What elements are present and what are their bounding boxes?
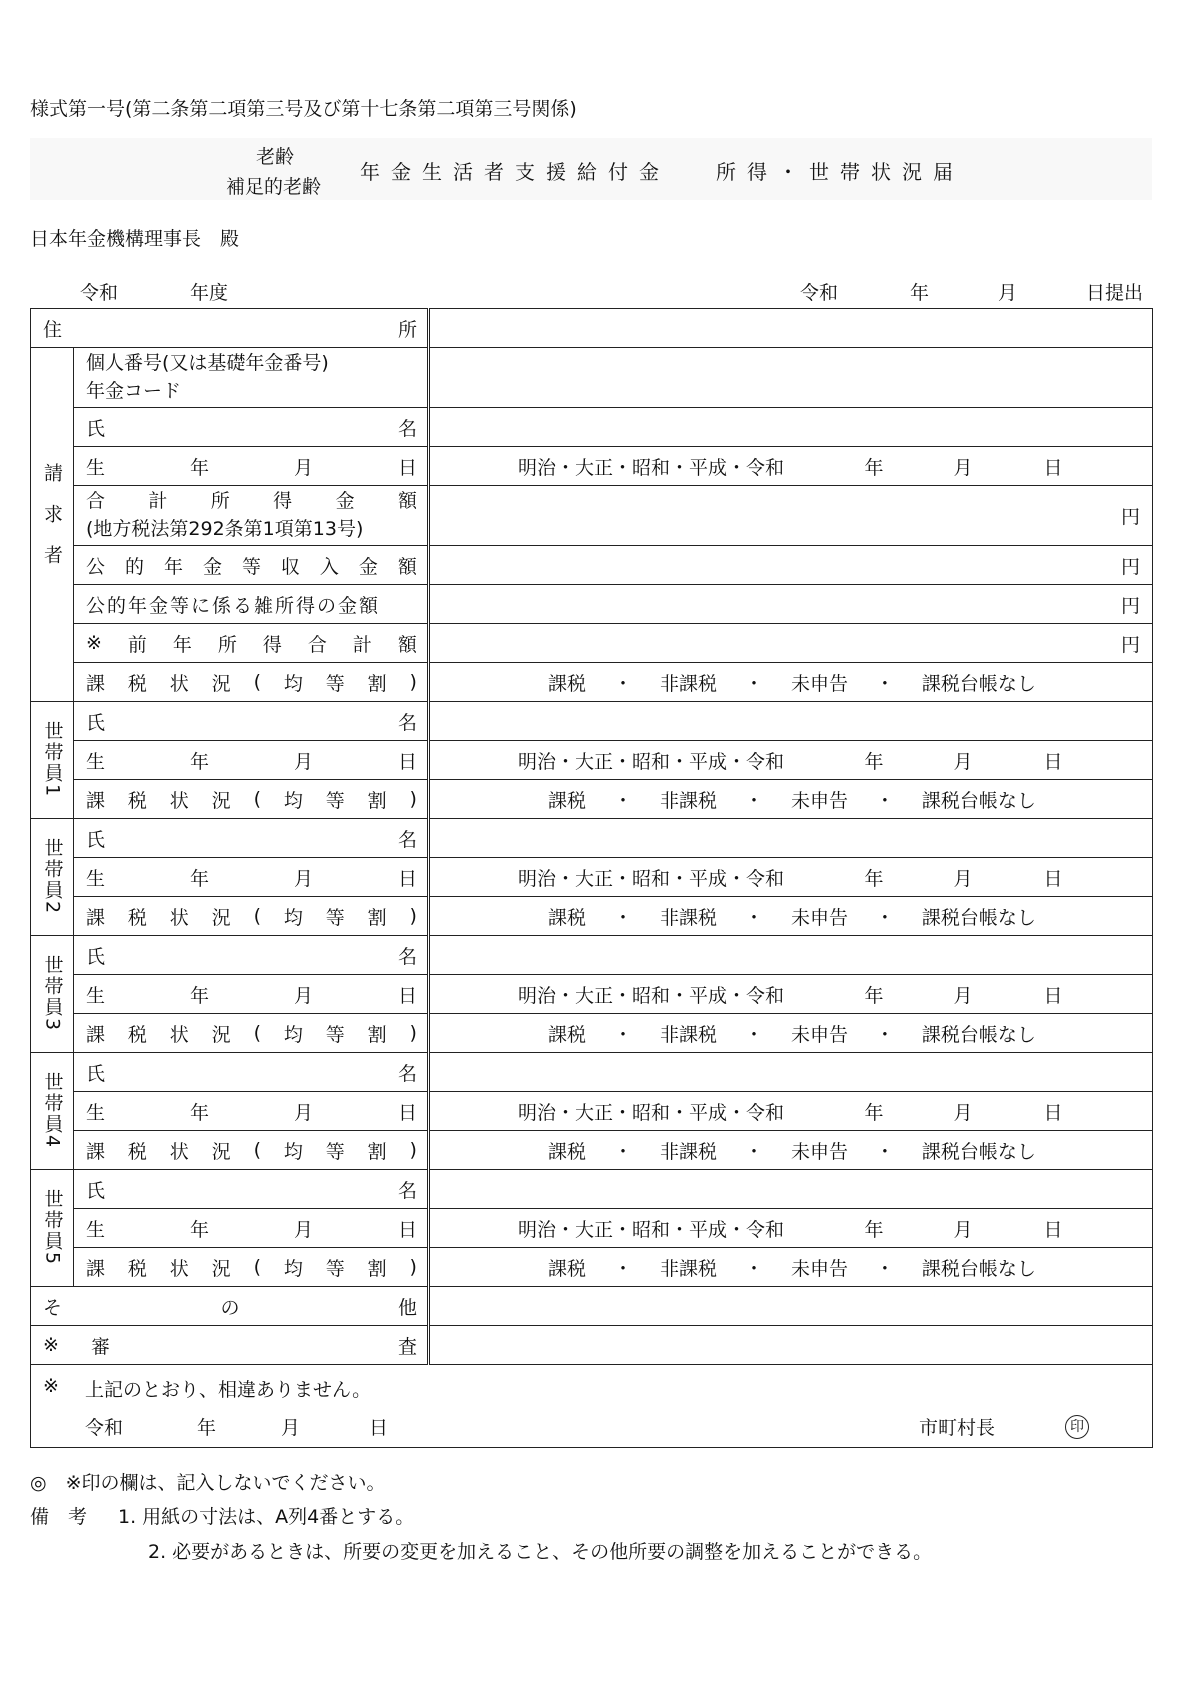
- member-birth-row: 生 年 月 日 明治・大正・昭和・平成・令和 年 月 日: [31, 858, 1153, 897]
- member-birth-field[interactable]: 明治・大正・昭和・平成・令和 年 月 日: [429, 975, 1153, 1014]
- submit-day: 日提出: [1086, 282, 1144, 304]
- certification-year: 年: [197, 1417, 217, 1439]
- public-pension-field[interactable]: 円: [429, 546, 1153, 585]
- member-name-row: 世帯員5 氏 名: [31, 1170, 1153, 1209]
- submit-era: 令和: [800, 282, 839, 304]
- member-tax-field[interactable]: 課税 ・ 非課税 ・ 未申告 ・ 課税台帳なし: [429, 1248, 1153, 1287]
- member-side-label: 世帯員4: [31, 1053, 74, 1170]
- prev-income-field[interactable]: 円: [429, 624, 1153, 663]
- member-name-field[interactable]: [429, 936, 1153, 975]
- member-tax-row: 課 税 状 況 ( 均 等 割 ) 課税 ・ 非課税 ・ 未申告 ・ 課税台帳なし: [31, 897, 1153, 936]
- certification-mark: ※: [43, 1375, 59, 1397]
- review-field: [429, 1326, 1153, 1365]
- review-row: ※ 審 査: [31, 1326, 1153, 1365]
- misc-income-label: 公的年金等に係る雑所得の金額: [86, 594, 381, 617]
- member-birth-row: 生 年 月 日 明治・大正・昭和・平成・令和 年 月 日: [31, 1092, 1153, 1131]
- total-income-field[interactable]: 円: [429, 486, 1153, 546]
- fiscal-era: 令和: [80, 282, 119, 304]
- remarks-label: 備 考: [30, 1506, 88, 1528]
- member-tax-field[interactable]: 課税 ・ 非課税 ・ 未申告 ・ 課税台帳なし: [429, 1014, 1153, 1053]
- address-field[interactable]: [429, 309, 1153, 348]
- title-main: 年金生活者支援給付金: [360, 160, 670, 184]
- seal-mark: 印: [1065, 1414, 1089, 1439]
- total-income-note: (地方税法第292条第1項第13号): [86, 517, 364, 540]
- certification-row: [31, 1365, 1153, 1448]
- certification-day: 日: [369, 1417, 389, 1439]
- misc-income-row: [31, 585, 1153, 624]
- member-birth-field[interactable]: 明治・大正・昭和・平成・令和 年 月 日: [429, 741, 1153, 780]
- application-form-table: [30, 308, 1153, 1448]
- my-number-label: 個人番号(又は基礎年金番号): [86, 351, 329, 374]
- title-line1: 老齢: [256, 146, 295, 168]
- member-tax-row: 課 税 状 況 ( 均 等 割 ) 課税 ・ 非課税 ・ 未申告 ・ 課税台帳なし: [31, 1014, 1153, 1053]
- total-income-row: 合 計 所 得 金 額 (地方税法第292条第1項第13号) 円: [31, 486, 1153, 546]
- other-row: そ の 他: [31, 1287, 1153, 1326]
- claimant-side-label: 請求者: [31, 348, 74, 702]
- claimant-tax-row: 課 税 状 況 ( 均 等 割 ) 課税 ・ 非課税 ・ 未申告 ・ 課税台帳なし: [31, 663, 1153, 702]
- member-tax-field[interactable]: 課税 ・ 非課税 ・ 未申告 ・ 課税台帳なし: [429, 780, 1153, 819]
- remarks-item-2: 2. 必要があるときは、所要の変更を加えること、その他所要の調整を加えることができる。: [148, 1541, 933, 1563]
- claimant-name-field[interactable]: [429, 408, 1153, 447]
- misc-income-field[interactable]: 円: [429, 585, 1153, 624]
- remarks-item-1: 1. 用紙の寸法は、A列4番とする。: [118, 1506, 415, 1528]
- submit-month: 月: [998, 282, 1018, 304]
- member-name-field[interactable]: [429, 702, 1153, 741]
- member-name-row: 世帯員3 氏 名: [31, 936, 1153, 975]
- claimant-tax-field[interactable]: 課税 ・ 非課税 ・ 未申告 ・ 課税台帳なし: [429, 663, 1153, 702]
- note-line: ◎ ※印の欄は、記入しないでください。: [30, 1472, 386, 1494]
- member-side-label: 世帯員1: [31, 702, 74, 819]
- member-birth-field[interactable]: 明治・大正・昭和・平成・令和 年 月 日: [429, 1209, 1153, 1248]
- pension-code-label: 年金コード: [86, 379, 182, 402]
- member-birth-field[interactable]: 明治・大正・昭和・平成・令和 年 月 日: [429, 858, 1153, 897]
- my-number-row: [31, 348, 1153, 408]
- member-name-field[interactable]: [429, 1170, 1153, 1209]
- form-number: 様式第一号(第二条第二項第三号及び第十七条第二項第三号関係): [30, 98, 577, 120]
- member-name-field[interactable]: [429, 1053, 1153, 1092]
- certification-statement: 上記のとおり、相違ありません。: [85, 1379, 372, 1401]
- member-birth-row: 生 年 月 日 明治・大正・昭和・平成・令和 年 月 日: [31, 1209, 1153, 1248]
- title-band: [30, 138, 1152, 200]
- prev-income-row: ※ 前 年 所 得 合 計 額 円: [31, 624, 1153, 663]
- member-birth-row: 生 年 月 日 明治・大正・昭和・平成・令和 年 月 日: [31, 741, 1153, 780]
- member-name-row: 世帯員4 氏 名: [31, 1053, 1153, 1092]
- member-name-field[interactable]: [429, 819, 1153, 858]
- member-tax-row: 課 税 状 況 ( 均 等 割 ) 課税 ・ 非課税 ・ 未申告 ・ 課税台帳なし: [31, 780, 1153, 819]
- my-number-field[interactable]: [429, 348, 1153, 408]
- certification-month: 月: [281, 1417, 301, 1439]
- title-line2: 補足的老齢: [226, 176, 322, 198]
- member-tax-row: 課 税 状 況 ( 均 等 割 ) 課税 ・ 非課税 ・ 未申告 ・ 課税台帳なし: [31, 1131, 1153, 1170]
- claimant-birth-field[interactable]: 明治・大正・昭和・平成・令和 年 月 日: [429, 447, 1153, 486]
- other-field[interactable]: [429, 1287, 1153, 1326]
- member-name-row: 世帯員1 氏 名: [31, 702, 1153, 741]
- submit-year: 年: [910, 282, 930, 304]
- member-tax-field[interactable]: 課税 ・ 非課税 ・ 未申告 ・ 課税台帳なし: [429, 1131, 1153, 1170]
- title-suffix: 所得・世帯状況届: [716, 160, 964, 184]
- public-pension-row: 公 的 年 金 等 収 入 金 額 円: [31, 546, 1153, 585]
- address-row: 住 所: [31, 309, 1153, 348]
- member-name-row: 世帯員2 氏 名: [31, 819, 1153, 858]
- member-tax-row: 課 税 状 況 ( 均 等 割 ) 課税 ・ 非課税 ・ 未申告 ・ 課税台帳なし: [31, 1248, 1153, 1287]
- addressee: 日本年金機構理事長 殿: [30, 228, 240, 250]
- member-side-label: 世帯員3: [31, 936, 74, 1053]
- member-birth-row: 生 年 月 日 明治・大正・昭和・平成・令和 年 月 日: [31, 975, 1153, 1014]
- claimant-name-row: 氏 名: [31, 408, 1153, 447]
- fiscal-year-label: 年度: [190, 282, 229, 304]
- member-side-label: 世帯員5: [31, 1170, 74, 1287]
- member-birth-field[interactable]: 明治・大正・昭和・平成・令和 年 月 日: [429, 1092, 1153, 1131]
- certification-era: 令和: [85, 1417, 124, 1439]
- member-tax-field[interactable]: 課税 ・ 非課税 ・ 未申告 ・ 課税台帳なし: [429, 897, 1153, 936]
- member-side-label: 世帯員2: [31, 819, 74, 936]
- claimant-birth-row: 生 年 月 日 明治・大正・昭和・平成・令和 年 月 日: [31, 447, 1153, 486]
- mayor-label: 市町村長: [919, 1417, 996, 1439]
